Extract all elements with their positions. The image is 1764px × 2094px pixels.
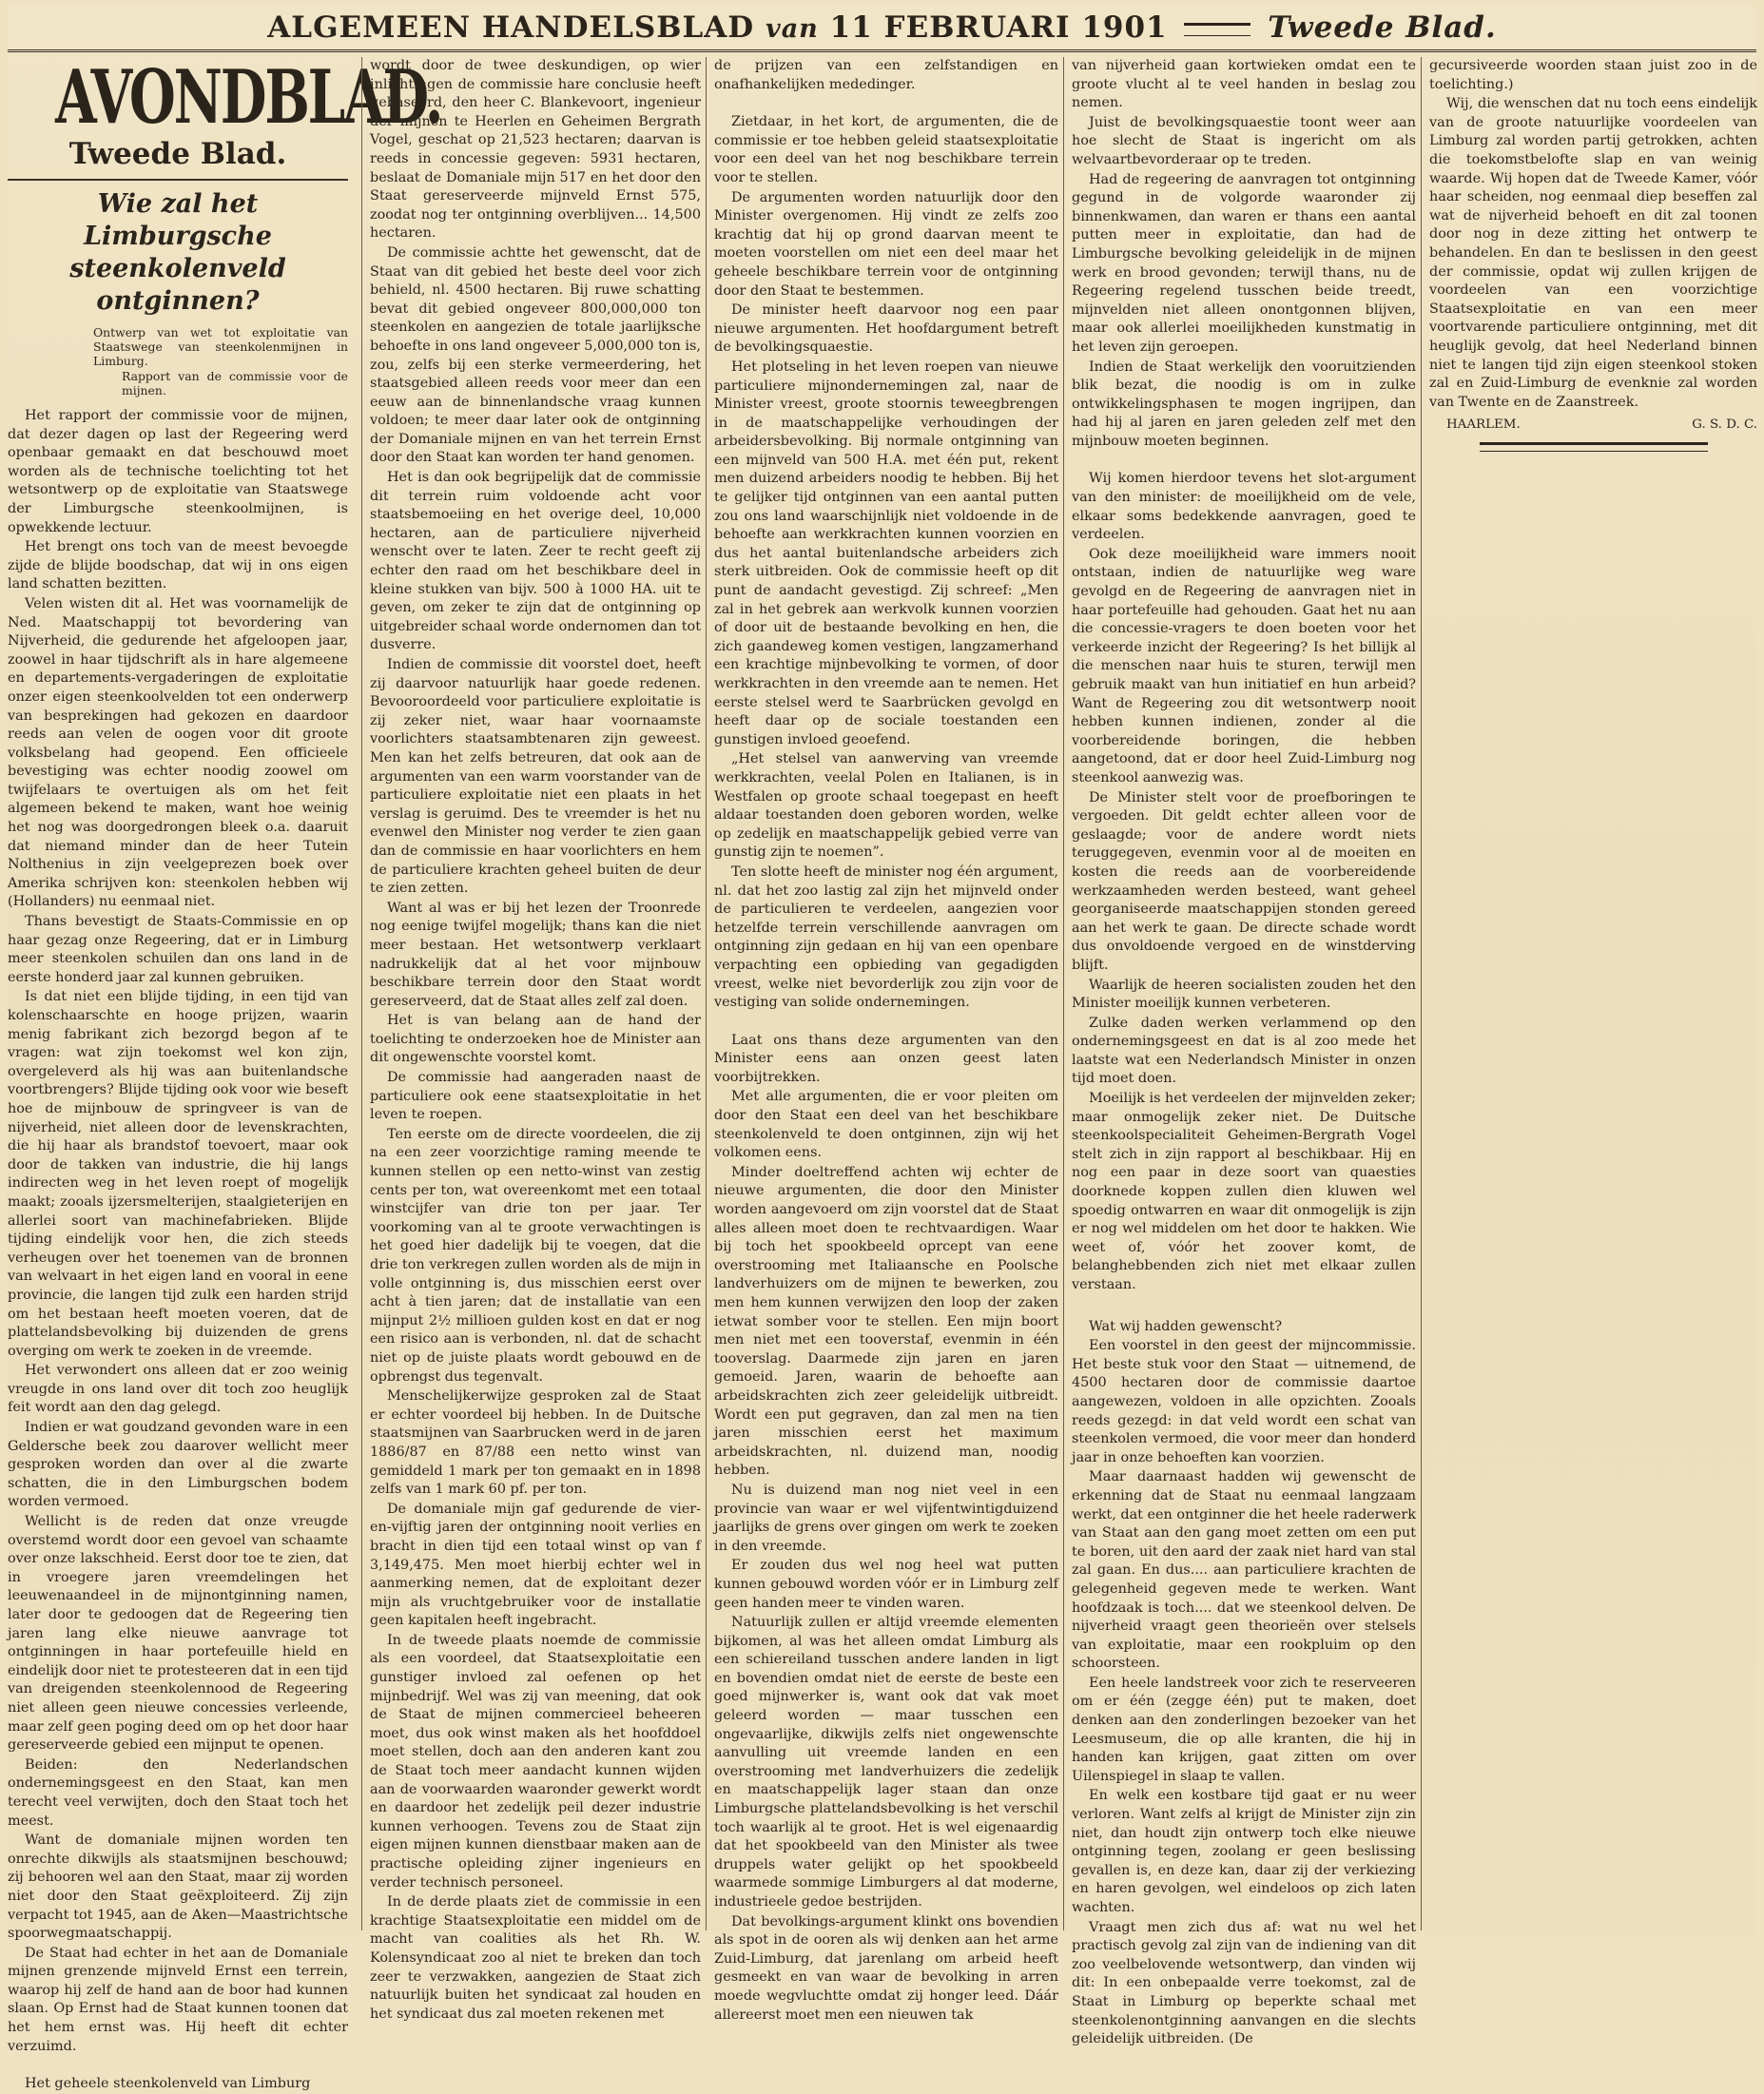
paragraph: Ook deze moeilijkheid ware immers nooit ontstaan, indien de natuurlijke weg ware gevolgd en de Regeering de aanvragen niet in haar portefeuille had gehouden. Gaat het nu aan die concessie-vragers te doen boeten voor het verkeerde inzicht der Regeering? Is het billijk al die menschen naar huis te sturen, terwijl men gebruik maakt van hun initiatief en hun arbeid? Want de Regeering zou dit wetsontwerp nooit hebben kunnen indienen, zonder al die voorbereidende boringen, die hebben aangetoond, dat er door heel Zuid-Limburg nog steenkool aanwezig was. [1072, 546, 1416, 785]
paragraph: De Staat had echter in het aan de Domaniale mijnen grenzende mijnveld Ernst een terrein, waarop hij zelf de hand aan de boor had kunnen slaan. Op Ernst had de Staat kunnen toonen dat het hem ernst was. Hij heeft dit echter verzuimd. [8, 1945, 348, 2054]
article-subnote-rapport: Rapport van de commissie voor de mijnen. [122, 369, 348, 397]
paragraph: Het verwondert ons alleen dat er zoo weinig vreugde in ons land over dit toch zoo heuglijk feit wordt aan den dag gelegd. [8, 1363, 348, 1416]
paragraph: Beiden: den Nederlandschen ondernemingsgeest en den Staat, kan men terecht veel verwijten, doch den Staat toch het meest. [8, 1756, 348, 1829]
paragraph: Natuurlijk zullen er altijd vreemde elementen bijkomen, al was het alleen omdat Limburg als een schiereiland tusschen andere landen in ligt en bovendien omdat niet de eerste de beste een goed mijnwerker is, want ook dat vak moet geleerd worden — maar tusschen een ongevaarlijke, dikwijls zelfs niet ongewenschte aanvulling uit vreemde landen en een overstrooming met landverhuizers die zedelijk en maatschappelijk lager staan dan onze Limburgsche plattelandsbevolking is het verschil toch waarlijk al te groot. Het is wel eigenaardig dat het spookbeeld van den Minister als twee druppels water gelijkt op het spookbeeld waarmede sommige Limburgers al dat moderne, industrieele gedoe bestrijden. [714, 1615, 1058, 1910]
paragraph: De Minister stelt voor de proefboringen te vergoeden. Dit geldt echter alleen voor de geslaagde; voor de andere wordt niets teruggegeven, evenmin voor al de moeiten en kosten die reeds aan de voorbereidende werkzaamheden werden besteed, want geheel georganiseerde maatschappijen stonden gereed aan het werk te gaan. De directe schade wordt dus onvoldoende vergoed en de winstderving blijft. [1072, 789, 1416, 973]
signature [1429, 416, 1757, 435]
paragraph: Maar daarnaast hadden wij gewenscht de erkenning dat de Staat nu eenmaal langzaam werkt, dat een ontginner die het heele raderwerk van Staat aan den gang moet zetten om een put te boren, uit den aard der zaak niet hard van stal zal gaan. En dus.... aan particuliere krachten de gelegenheid gegeven mede te werken. Want hoofdzaak is toch.... dat we steenkool delven. De nijverheid vraagt geen theorieën over stelsels van exploitatie, maar een rookpluim op den schoorsteen. [1072, 1469, 1416, 1672]
paragraph: Indien de Staat werkelijk den vooruitzienden blik bezat, die noodig is om in zulke ontwikkelingsphasen te mogen ingrijpen, dan had hij al jaren en jaren geleden zelf met den mijnbouw moeten beginnen. [1072, 359, 1416, 449]
subheading-wat-wij-hadden-gewenscht: Wat wij hadden gewenscht? [1089, 1318, 1283, 1334]
signature-place: HAARLEM. [1446, 417, 1521, 433]
paragraph: Het plotseling in het leven roepen van nieuwe particuliere mijnondernemingen zal, naar de Minister vreest, groote stoornis teweegbrengen in de maatschappelijke verhoudingen der arbeidersbevolking. Bij normale ontginning van een mijnveld van 500 H.A. met één put, rekent men duizend arbeiders noodig te hebben. Bij het te gelijker tijd ontginnen van een aantal putten zou ons land waarschijnlijk niet voldoende in de behoefte aan werkkrachten kunnen voorzien en dus het aantal buitenlandsche arbeiders zich sterk uitbreiden. Ook de commissie heeft op dit punt de aandacht gevestigd. Zij schreef: „Men zal in het gebrek aan werkvolk kunnen voorzien of door uit de bestaande bevolking en hen, die zich gaandeweg komen vestigen, langzamerhand een krachtige mijnbevolking te vormen, of door werkkrachten in den vreemde aan te nemen. Het eerste stelsel werd te Saarbrücken gevolgd en heeft daar op de sociale toestanden een gunstigen invloed geoefend. [714, 359, 1058, 747]
section-rule [8, 179, 348, 181]
paragraph-gap [8, 2056, 348, 2075]
paragraph: Wellicht is de reden dat onze vreugde overstemd wordt door een gevoel van schaamte over onze lakschheid. Eerst door toe te zien, dat in vroegere jaren vreemdelingen het leeuwenaandeel in de mijnontginning namen, later door te gedoogen dat de Regeering tien jaren lang elke nieuwe aanvrage tot ontginningen in haar portefeuille hield en eindelijk door niet te protesteeren dat in een tijd van dreigenden steenkolennood de Regeering niet alleen geen nieuwe concessies verleende, maar zelf geen poging deed om op het door haar gereserveerde gebied een mijnput te openen. [8, 1514, 348, 1754]
paragraph: Vraagt men zich dus af: wat nu wel het practisch gevolg zal zijn van de indiening van dit zoo veelbelovende wetsontwerp, dan vinden wij dit: In een onbepaalde verre toekomst, zal de Staat in Limburg op beperkte schaal met steenkolenontginning aanvangen en die slechts geleidelijk uitbreiden. (De [1072, 1919, 1416, 2047]
tweede-blad-subtitle: Tweede Blad. [68, 137, 287, 171]
end-ornament [1480, 442, 1708, 452]
paragraph: De commissie had aangeraden naast de particuliere ook eene staatsexploitatie in het leven te roepen. [370, 1070, 701, 1123]
column-5 [1421, 57, 1757, 1930]
masthead-paper-name: ALGEMEEN HANDELSBLAD [267, 10, 755, 45]
paragraph: En welk een kostbare tijd gaat er nu weer verloren. Want zelfs al krijgt de Minister zijn zin niet, dan houdt zijn ontwerp toch elke nieuwe ontginning tegen, zoolang er geen beslissing gevallen is, en deze kan, daar zij der verkiezing en haren gevolgen, wel eindeloos op zich laten wachten. [1072, 1788, 1416, 1915]
paragraph: Indien de commissie dit voorstel doet, heeft zij daarvoor natuurlijk haar goede redenen. Bevooroordeeld voor particuliere exploitatie is zij zeker niet, waar haar voornaamste voorlichters staatsambtenaren zijn geweest. Men kan het zelfs betreuren, dat ook aan de argumenten van een warm voorstander van de particuliere exploitatie niet een plaats in het verslag is geruimd. Des te vreemder is het nu evenwel den Minister nog verder te zien gaan dan de commissie en haar voorlichters en hem de particuliere krachten geheel buiten de deur te zien zetten. [370, 657, 701, 897]
paragraph: In de derde plaats ziet de commissie in een krachtige Staatsexploitatie een middel om de macht van coalities als het Rh. W. Kolensyndicaat zoo al niet te breken dan toch zeer te verzwakken, aangezien de Staat zich natuurlijk buiten het syndicaat zal houden en het syndicaat dus zal moeten rekenen met [370, 1894, 701, 2022]
paragraph: De minister heeft daarvoor nog een paar nieuwe argumenten. Het hoofdargument betreft de bevolkingsquaestie. [714, 302, 1058, 356]
article-subnote-ontwerp: Ontwerp van wet tot exploitatie van Staatswege van steenkolenmijnen in Limburg. [93, 325, 348, 368]
paragraph-gap [714, 94, 1058, 113]
masthead [8, 6, 1756, 49]
paragraph: de prijzen van een zelfstandigen en onafhankelijken mededinger. [714, 58, 1058, 92]
paragraph: Moeilijk is het verdeelen der mijnvelden zeker; maar onmogelijk zeker niet. De Duitsche steenkoolspecialiteit Geheimen-Bergrath Vogel stelt zich in zijn rapport al beschikbaar. Hij en nog een paar in deze soort van quaesties doorknede koppen zullen dien kluwen wel spoedig ontwarren en waar dit onmogelijk is zijn er nog wel middelen om het door te hakken. Wie weet of, vóór het zoover komt, de belanghebbenden zich niet met elkaar zullen verstaan. [1072, 1091, 1416, 1292]
paragraph: gecursiveerde woorden staan juist zoo in de toelichting.) [1429, 58, 1757, 92]
paragraph: Juist de bevolkingsquaestie toont weer aan hoe slecht de Staat is ingericht om als welvaartbevorderaar op te treden. [1072, 114, 1416, 167]
avondblad-title: AVONDBLAD. [55, 54, 442, 141]
paragraph: Het is dan ook begrijpelijk dat de commissie dit terrein ruim voldoende acht voor staatsbemoeiing en het overige deel, 10,000 hectaren, aan de particuliere nijverheid wenscht over te laten. Zeer te recht geeft zij echter den raad om het beschikbare deel in kleine stukken van bijv. 500 à 1000 HA. uit te geven, om zeker te zijn dat de ontginning op uitgebreider schaal worde ondernomen dan tot dusverre. [370, 470, 701, 653]
paragraph: Een voorstel in den geest der mijncommissie. Het beste stuk voor den Staat — uitnemend, de 4500 hectaren door de commissie daartoe aangewezen, voldoen in alle opzichten. Zooals reeds gezegd: in dat veld wordt een schat van steenkolen vermoed, die voor meer dan honderd jaar in onze behoeften kan voorzien. [1072, 1338, 1416, 1465]
paragraph: Had de regeering de aanvragen tot ontginning gegund in de volgorde waaronder zij binnenkwamen, dan waren er thans een aantal putten meer in exploitatie, dan had de Limburgsche bevolking geleidelijk in de mijnen werk en brood gevonden; terwijl thans, nu de Regeering regelend tusschen beide treedt, mijnvelden niet alleen onontgonnen blijven, maar ook allerlei moeilijkheden kunstmatig in het leven zijn geroepen. [1072, 171, 1416, 355]
paragraph: De commissie achtte het gewenscht, dat de Staat van dit gebied het beste deel voor zich behield, nl. 4500 hectaren. Bij ruwe schatting bevat dit gebied ongeveer 800,000,000 ton steenkolen en aangezien de totale jaarlijksche behoefte in ons land ongeveer 5,000,000 ton is, zou, zelfs bij een sterke vermeerdering, het staatsgebied alleen reeds voor meer dan een eeuw aan de binnenlandsche vraag kunnen voldoen; te meer daar later ook de ontginning der Domaniale mijnen en van het terrein Ernst door den Staat kan worden ter hand genomen. [370, 244, 701, 466]
paragraph: Het brengt ons toch van de meest bevoegde zijde de blijde boodschap, dat wij in ons eigen land schatten bezitten. [8, 539, 348, 592]
column-1 [8, 54, 442, 2092]
paragraph: Het is van belang aan de hand der toelichting te onderzoeken hoe de Minister aan dit ongewenschte voorstel komt. [370, 1013, 701, 1066]
masthead-van: van [766, 14, 819, 44]
paragraph: Nu is duizend man nog niet veel in een provincie van waar er wel vijfentwintigduizend jaarlijks de grens over gingen om werk te zoeken in den vreemde. [714, 1482, 1058, 1554]
paragraph: Is dat niet een blijde tijding, in een tijd van kolenschaarschte en hooge prijzen, waarin menig fabrikant zich bezorgd begon af te vragen: wat zijn toekomst wel kon zijn, overgeleverd als hij was aan buitenlandsche voortbrengers? Blijde tijding ook voor wie beseft hoe de mijnbouw de springveer is van de nijverheid, niet alleen door de levenskrachten, die hij haar als brandstof toevoert, maar ook door de takken van industrie, die hij langs indirecten weg in het leven roept of mogelijk maakt; zooals ijzersmelterijen, staalgieterijen en allerlei soort van machinefabrieken. Blijde tijding eindelijk voor hen, die zich steeds verheugen over het toenemen van de bronnen van welvaart in het eigen land en vooral in eene provincie, die langen tijd zulk een harden strijd om het bestaan heeft moeten voeren, dat de plattelandsbevolking bij duizenden de grens overging om werk te zoeken in de vreemde. [8, 989, 348, 1359]
paragraph: Een heele landstreek voor zich te reserveeren om er één (zegge één) put te maken, doet denken aan den zonderlingen bezoeker van het Leesmuseum, die op alle kranten, die hij in handen kan krijgen, gaat zitten om over Uilenspiegel in slaap te vallen. [1072, 1675, 1416, 1784]
paragraph: Want de domaniale mijnen worden ten onrechte dikwijls als staatsmijnen beschouwd; zij behooren wel aan den Staat, maar zij worden niet door den Staat geëxploiteerd. Zij zijn verpacht tot 1945, aan de Aken—Maastrichtsche spoorwegmaatschappij. [8, 1832, 348, 1942]
paragraph: Zulke daden werken verlammend op den ondernemingsgeest en dat is al zoo mede het laatste wat een Nederlandsch Minister in onzen tijd moet doen. [1072, 1015, 1416, 1087]
paragraph: De domaniale mijn gaf gedurende de vier-en-vijftig jaren der ontginning nooit verlies en bracht in dien tijd een totaal winst op van f 3,149,475. Men moet hierbij echter wel in aanmerking nemen, dat de exploitant dezer mijn als vruchtgebruiker voor de installatie geen kapitalen heeft ingebracht. [370, 1501, 701, 1629]
columns [8, 54, 1757, 2092]
paragraph: Want al was er bij het lezen der Troonrede nog eenige twijfel mogelijk; thans kan die niet meer bestaan. Het wetsontwerp verklaart nadrukkelijk dat al het voor mijnbouw beschikbare terrein door den Staat wordt gereserveerd, dat de Staat alles zelf zal doen. [370, 900, 701, 1009]
masthead-date: 11 FEBRUARI 1901 [829, 10, 1168, 45]
paragraph: wordt door de twee deskundigen, op wier inlichtingen de commissie hare conclusie heeft gebaseerd, den heer C. Blankevoort, ingenieur der mijnen te Heerlen en Geheimen Bergrath Vogel, geschat op 21,523 hectaren; daarvan is reeds in concessie gegeven: 5931 hectaren, beslaat de Domaniale mijn 517 en het door den Staat gereserveerde mijnveld Ernst 575, zoodat nog ter ontginning overblijven... 14,500 hectaren. [370, 58, 701, 242]
paragraph-gap [1072, 451, 1416, 470]
paragraph: Het geheele steenkolenveld van Limburg [25, 2076, 311, 2092]
masthead-edition: Tweede Blad. [1268, 10, 1497, 45]
paragraph: Zietdaar, in het kort, de argumenten, die de commissie er toe hebben geleid staatsexploitatie voor een deel van het nog beschikbare terrein voor te stellen. [714, 114, 1058, 185]
paragraph: Velen wisten dit al. Het was voornamelijk de Ned. Maatschappij tot bevordering van Nijverheid, die gedurende het afgeloopen jaar, zoowel in haar tijdschrift als in hare algemeene en departements-vergaderingen de exploitatie onzer eigen steenkoolvelden tot een onderwerp van besprekingen had gekozen en daardoor reeds aan velen de oogen voor dit groote volksbelang had geopend. Een officieele bevestiging was echter noodig zoowel om twijfelaars te overtuigen als om het feit algemeen bekend te maken, want hoe weinig het nog was doorgedrongen bleek o.a. daaruit dat niemand minder dan de heer Tutein Nolthenius in zijn veelgeprezen boek over Amerika schrijven kon: steenkolen hebben wij (Hollanders) nu eenmaal niet. [8, 595, 348, 910]
paragraph: Dat bevolkings-argument klinkt ons bovendien als spot in de ooren als wij denken aan het arme Zuid-Limburg, dat jarenlang om arbeid heeft gesmeekt en van waar de bevolking in arren moede wegvluchtte omdat zij honger leed. Dáár allereerst moet men een nieuwen tak [714, 1913, 1058, 2023]
paragraph: Er zouden dus wel nog heel wat putten kunnen gebouwd worden vóór er in Limburg zelf geen handen meer te vinden waren. [714, 1558, 1058, 1611]
paragraph-gap [1072, 1295, 1416, 1314]
paragraph: Het rapport der commissie voor de mijnen, dat dezer dagen op last der Regeering werd openbaar gemaakt en dat beschouwd moet worden als de technische toelichting tot het wetsontwerp op de exploitatie van Staatswege der Limburgsche steenkoolmijnen, is opwekkende lectuur. [8, 408, 348, 535]
paragraph: Laat ons thans deze argumenten van den Minister eens aan onzen geest laten voorbijtrekken. [714, 1032, 1058, 1085]
paragraph: Ten eerste om de directe voordeelen, die zij na een zeer voorzichtige raming meende te kunnen stellen op een netto-winst van zestig cents per ton, wat overeenkomt met een totaal winstcijfer van drie ton per jaar. Ter voorkoming van al te groote verwachtingen is het goed hier dadelijk bij te voegen, dat die drie ton verkregen zullen worden als de mijn in volle ontginning is, dus misschien eerst over acht à tien jaren; dat de installatie van een mijnput 2½ millioen gulden kost en dat er nog een risico aan is verbonden, nl. dat de schacht niet op de juiste plaats wordt gebouwd en de opbrengst dus tegenvalt. [370, 1126, 701, 1385]
paragraph: Indien er wat goudzand gevonden ware in een Geldersche beek zou daarover wellicht meer gesproken worden dan over al die zwarte schatten, die in den Limburgschen bodem worden vermoed. [8, 1420, 348, 1510]
paragraph-gap [714, 1013, 1058, 1032]
article-headline: Wie zal het Limburgsche steenkolenveld ontginnen? [69, 189, 286, 316]
paragraph: Met alle argumenten, die er voor pleiten om door den Staat een deel van het beschikbare steenkolenveld te doen ontginnen, zijn wij het volkomen eens. [714, 1089, 1058, 1161]
paragraph: „Het stelsel van aanwerving van vreemde werkkrachten, veelal Polen en Italianen, is in Westfalen op groote schaal toegepast en heeft aldaar toestanden doen geboren worden, welke op zedelijk en maatschappelijk gebied verre van gunstig zijn te noemen”. [714, 751, 1058, 861]
column-4 [1063, 57, 1416, 2047]
paragraph: In de tweede plaats noemde de commissie als een voordeel, dat Staatsexploitatie een gunstiger invloed zal oefenen op het mijnbedrijf. Wel was zij van meening, dat ook de Staat de mijnen commercieel beheeren moet, dus ook winst maken als het hoofddoel moet stellen, doch aan den anderen kant zou de Staat toch meer aandacht kunnen wijden aan de voorwaarden waaronder gewerkt wordt en daardoor het zedelijk peil dezer industrie kunnen verhoogen. Tevens zou de Staat zijn eigen mijnen kunnen dienstbaar maken aan de practische opleiding zijner ingenieurs en verder technisch personeel. [370, 1632, 701, 1890]
column-2 [361, 57, 701, 2022]
signature-initials: G. S. D. C. [1692, 417, 1757, 433]
paragraph: De argumenten worden natuurlijk door den Minister overgenomen. Hij vindt ze zelfs zoo krachtig dat hij op grond daarvan meent te moeten voorstellen om niet een deel maar het geheele beschikbare terrein voor de ontginning door den Staat te bestemmen. [714, 189, 1058, 299]
masthead-ornament [1184, 23, 1250, 36]
paragraph: Thans bevestigt de Staats-Commissie en op haar gezag onze Regeering, dat er in Limburg meer steenkolen schuilen dan ons land in de eerste honderd jaar zal kunnen gebruiken. [8, 914, 348, 985]
paragraph: van nijverheid gaan kortwieken omdat een te groote vlucht al te veel handen in beslag zou nemen. [1072, 58, 1416, 111]
paragraph: Waarlijk de heeren socialisten zouden het den Minister moeilijk kunnen verbeteren. [1072, 977, 1416, 1012]
paragraph: Minder doeltreffend achten wij echter de nieuwe argumenten, die door den Minister worden aangevoerd om zijn voorstel dat de Staat alles alleen moet doen te rechtvaardigen. Waar bij toch het spookbeeld oprcept van eene overstrooming met Italiaansche en Poolsche landverhuizers om de mijnen te bewerken, zou men hem kunnen verwijzen den loop der zaken ietwat somber voor te stellen. Een mijn boort men niet met een tooverstaf, evenmin in één tooverslag. Daarmede zijn jaren en jaren gemoeid. Jaren, waarin de behoefte aan arbeidskrachten zich zeer geleidelijk uitbreidt. Wordt een put gegraven, dan zal men na tien jaren misschien eerst het maximum arbeidskrachten, nl. duizend man, noodig hebben. [714, 1164, 1058, 1479]
paragraph: Ten slotte heeft de minister nog één argument, nl. dat het zoo lastig zal zijn het mijnveld onder de particulieren te verdeelen, aangezien voor hetzelfde terrein verschillende aanvragen om ontginning zijn gedaan en hij van een openbare verpachting een opbieding van gegadigden vreest, welke niet bevorderlijk zou zijn voor de vestiging van solide ondernemingen. [714, 863, 1059, 1011]
paragraph: Wij, die wenschen dat nu toch eens eindelijk van de groote natuurlijke voordeelen van Limburg zal worden partij getrokken, achten die toekomstbelofte slap en van weinig waarde. Wij hopen dat de Tweede Kamer, vóór haar scheiden, nog eenmaal diep beseffen zal wat de nijverheid behoeft en dit zal toonen door nog in deze zitting het ontwerp te behandelen. En dan te beslissen in den geest der commissie, opdat wij zullen krijgen de voordeelen van een voorzichtige Staatsexploitatie en van een meer voortvarende particuliere ontginning, met dit heuglijk gevolg, dat heel Nederland binnen niet te langen tijd zijn eigen steenkool stoken zal en Zuid-Limburg de evenknie zal worden van Twente en de Zaanstreek. [1429, 96, 1757, 410]
paragraph: Menschelijkerwijze gesproken zal de Staat er echter voordeel bij hebben. In de Duitsche staatsmijnen van Saarbrucken werd in de jaren 1886/87 en 87/88 een netto winst van gemiddeld 1 mark per ton gemaakt en in 1898 zelfs van 1 mark 60 pf. per ton. [370, 1388, 701, 1498]
newspaper-page [8, 6, 1757, 2092]
masthead-rule [8, 49, 1756, 52]
paragraph: Wij komen hierdoor tevens het slot-argument van den minister: de moeilijkheid om de vele, elkaar soms bedekkende aanvragen, goed te verdeelen. [1072, 471, 1416, 543]
column-3 [706, 57, 1059, 2023]
